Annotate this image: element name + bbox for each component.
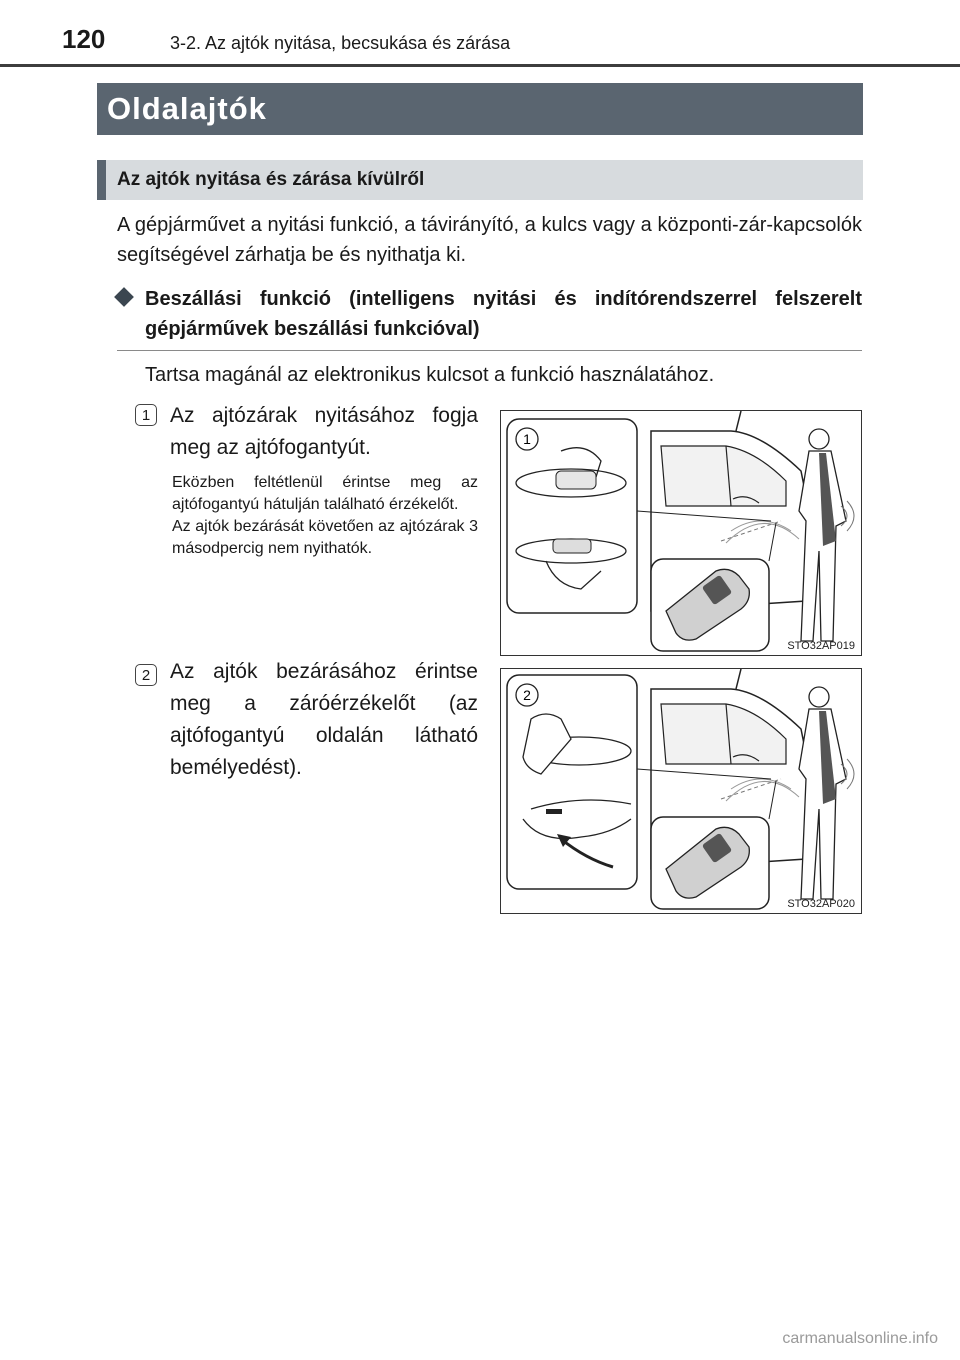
figure-code: STO32AP020	[787, 898, 855, 910]
section-heading: Az ajtók nyitása és zárása kívülről	[97, 160, 863, 200]
page-number: 120	[62, 24, 106, 54]
usage-note: Tartsa magánál az elektronikus kulcsot a funkció használatához.	[145, 364, 715, 386]
step-text: Az ajtózárak nyitásához fogja meg az ajtófogantyút.	[170, 404, 478, 459]
figure-step-1	[500, 410, 862, 656]
figure-code: STO32AP019	[787, 640, 855, 652]
subsection-heading	[117, 284, 862, 344]
subsection-heading-text: Beszállási funkció (intelligens nyitási és indítórendszerrel felszerelt gépjárművek beszállási funkcióval)	[145, 288, 862, 340]
header-rule	[0, 64, 960, 67]
subsection-rule	[117, 350, 862, 351]
running-header: 3-2. Az ajtók nyitása, becsukása és zárása	[170, 33, 511, 53]
step-note-paragraph: Az ajtók bezárását követően az ajtózárak 3 másodpercig nem nyithatók.	[172, 518, 478, 557]
svg-text:2: 2	[523, 687, 531, 703]
step-badge: 1	[135, 404, 157, 426]
car-door-unlock-illustration	[501, 411, 862, 656]
intro-paragraph: A gépjárművet a nyitási funkció, a távirányító, a kulcs vagy a központi-zár-kapcsolók segítségével zárhatja be és nyithatja ki.	[117, 214, 862, 266]
figure-step-2	[500, 668, 862, 914]
page-title: Oldalajtók	[97, 83, 863, 135]
watermark: carmanualsonline.info	[782, 1330, 938, 1347]
step-notes	[172, 472, 478, 560]
svg-text:1: 1	[523, 431, 531, 447]
car-door-lock-illustration	[501, 669, 862, 914]
step-badge: 2	[135, 664, 157, 686]
step-text: Az ajtók bezárásához érintse meg a záróérzékelőt (az ajtófogantyú oldalán látható bemélyedést).	[170, 660, 478, 779]
step-note-paragraph: Eközben feltétlenül érintse meg az ajtófogantyú hátulján található érzékelőt.	[172, 474, 478, 513]
